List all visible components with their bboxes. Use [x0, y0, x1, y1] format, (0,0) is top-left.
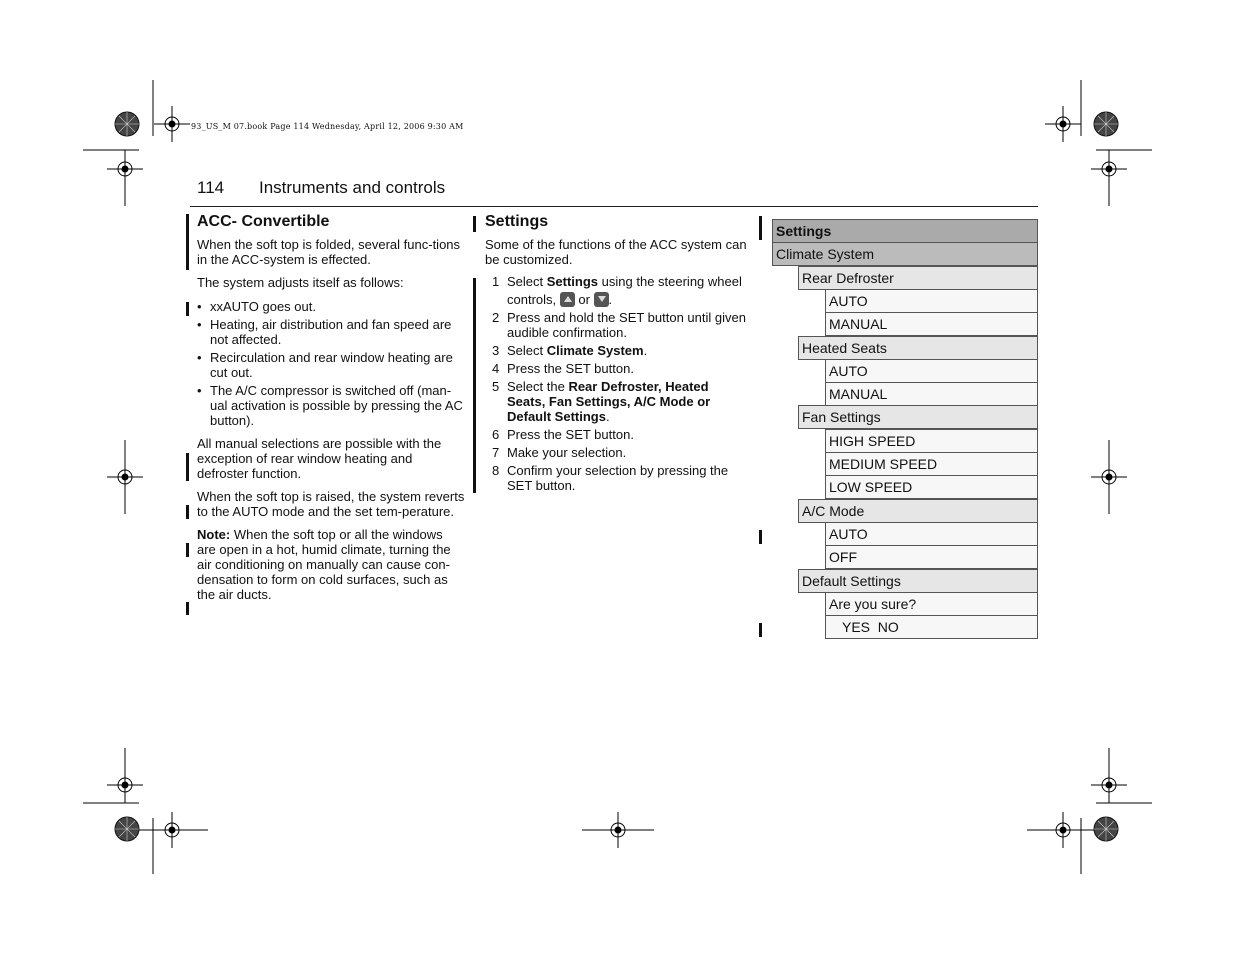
list-item: • The A/C compressor is switched off (man-ual activation is possible by pressing the AC button). — [197, 383, 465, 428]
change-bar — [473, 216, 476, 232]
step-item — [485, 379, 747, 424]
step-number: 4 — [492, 361, 500, 376]
step-text: using the steering wheel controls, — [507, 274, 742, 307]
step-item — [485, 463, 747, 493]
step-item — [485, 445, 747, 460]
menu-row: HIGH SPEED — [825, 429, 1038, 453]
arrow-down-button-icon — [594, 292, 609, 307]
step-number: 6 — [492, 427, 500, 442]
step-bold: Rear Defroster, Heated Seats, Fan Settings, A/C Mode or Default Settings — [507, 379, 711, 424]
note-paragraph — [197, 527, 465, 602]
step-bold: Settings — [546, 274, 599, 289]
paragraph: When the soft top is raised, the system reverts to the AUTO mode and the set tem-perature. — [197, 489, 465, 519]
step-text: . — [605, 409, 610, 424]
steps-list — [485, 273, 747, 493]
step-text: Press the SET button. — [507, 361, 634, 376]
change-bar — [186, 543, 189, 557]
step-item — [485, 427, 747, 442]
step-text: . — [643, 343, 648, 358]
paragraph: When the soft top is folded, several func-tions in the ACC-system is effected. — [197, 237, 461, 267]
menu-row: Heated Seats — [798, 336, 1038, 360]
section-heading: ACC- Convertible — [197, 213, 330, 230]
or-text: or — [574, 292, 594, 307]
step-text: Confirm your selection by pressing the SET button. — [507, 463, 729, 493]
change-bar — [186, 505, 189, 519]
step-text: Select — [507, 274, 547, 289]
middle-column — [485, 212, 747, 493]
menu-row: Climate System — [772, 242, 1038, 266]
left-column — [197, 212, 465, 602]
change-bar — [473, 278, 476, 493]
page-title: Instruments and controls — [259, 178, 446, 197]
list-item: • Recirculation and rear window heating are cut out. — [197, 350, 465, 380]
step-text: . — [608, 292, 613, 307]
change-bar — [186, 453, 189, 481]
menu-row: OFF — [825, 545, 1038, 569]
step-item — [485, 273, 747, 309]
menu-row: Rear Defroster — [798, 266, 1038, 290]
menu-row: Default Settings — [798, 569, 1038, 593]
step-text: Select the — [507, 379, 569, 394]
menu-row: Fan Settings — [798, 405, 1038, 429]
menu-row: Settings — [772, 219, 1038, 243]
menu-row: AUTO — [825, 289, 1038, 313]
menu-row: AUTO — [825, 359, 1038, 383]
step-item — [485, 361, 747, 376]
arrow-up-button-icon — [560, 292, 575, 307]
menu-row: MANUAL — [825, 382, 1038, 406]
step-text: Press and hold the SET button until given audible confirmation. — [507, 310, 746, 340]
change-bar — [186, 302, 189, 316]
bullet-list — [197, 299, 465, 428]
step-number: 2 — [492, 310, 500, 325]
menu-row: MEDIUM SPEED — [825, 452, 1038, 476]
step-number: 3 — [492, 343, 500, 358]
menu-row: LOW SPEED — [825, 475, 1038, 499]
note-label: Note: — [197, 527, 231, 542]
step-text: Press the SET button. — [507, 427, 634, 442]
change-bar — [186, 602, 189, 615]
section-heading: Settings — [485, 213, 549, 230]
menu-row: Are you sure? — [825, 592, 1038, 616]
change-bar — [759, 216, 762, 240]
paragraph: Some of the functions of the ACC system can be customized. — [485, 237, 747, 267]
step-number: 7 — [492, 445, 500, 460]
menu-row: MANUAL — [825, 312, 1038, 336]
step-text: Make your selection. — [507, 445, 627, 460]
paragraph: The system adjusts itself as follows: — [197, 275, 404, 290]
menu-row: YES NO — [825, 615, 1038, 639]
note-text: When the soft top or all the windows are open in a hot, humid climate, turning the air conditioning on manually can cause con-densation to form on cold surfaces, such as the air ducts. — [197, 527, 451, 602]
change-bar — [759, 530, 762, 544]
list-item: • Heating, air distribution and fan speed are not affected. — [197, 317, 465, 347]
step-item — [485, 310, 747, 340]
step-bold: Climate System — [546, 343, 644, 358]
file-header: 93_US_M 07.book Page 114 Wednesday, April 12, 2006 9:30 AM — [191, 122, 464, 131]
menu-row: A/C Mode — [798, 499, 1038, 523]
change-bar — [759, 623, 762, 637]
step-item — [485, 343, 747, 358]
header-rule — [190, 206, 1038, 207]
step-number: 5 — [492, 379, 500, 394]
step-number: 8 — [492, 463, 500, 478]
step-text: Select — [507, 343, 547, 358]
menu-row: AUTO — [825, 522, 1038, 546]
page-number: 114 — [197, 178, 225, 197]
step-number: 1 — [492, 274, 500, 289]
list-item: • xxAUTO goes out. — [197, 299, 465, 314]
paragraph: All manual selections are possible with the exception of rear window heating and defroster function. — [197, 436, 442, 481]
change-bar — [186, 214, 189, 270]
